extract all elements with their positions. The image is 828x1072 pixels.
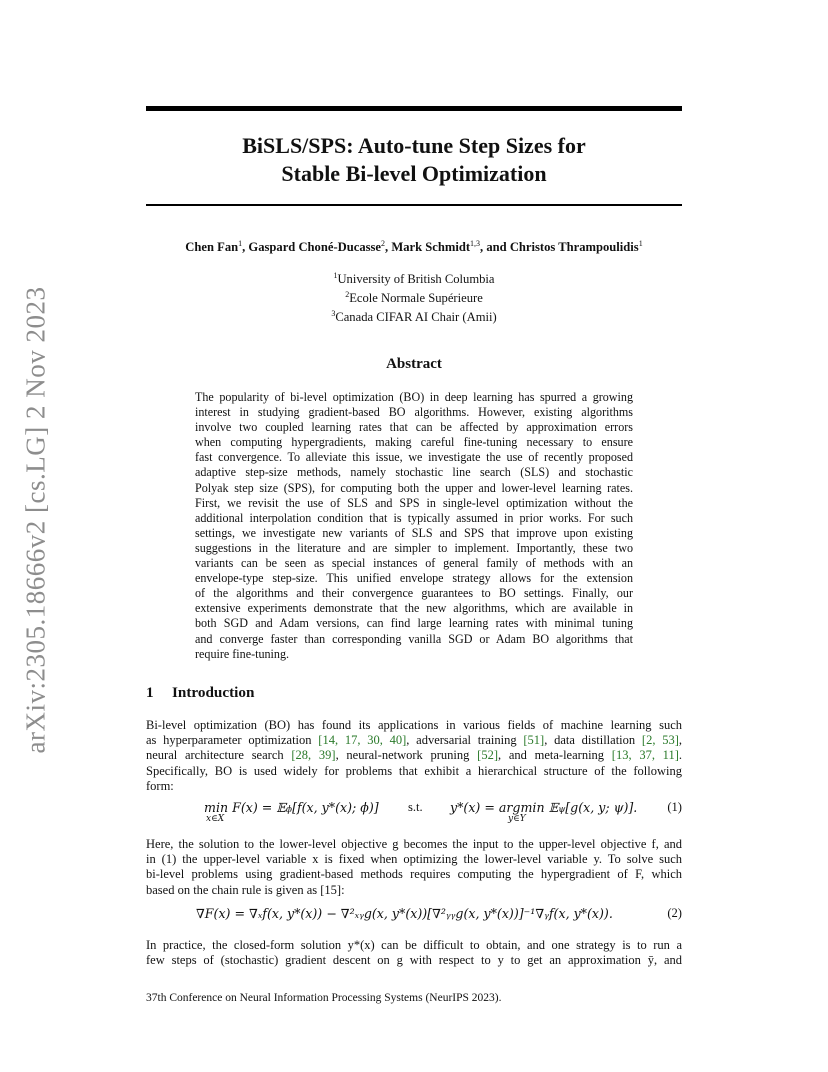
abstract-line: both SGD and Adam versions, can find large learning rates with minimal tuning [195, 616, 633, 631]
text-run: , and meta-learning [497, 748, 612, 763]
conference-footer: 37th Conference on Neural Information Processing Systems (NeurIPS 2023). [146, 992, 502, 1004]
affiliation-mark: 2 [345, 290, 350, 300]
abstract-line: envelope-type step-size. This unified envelope strategy allows for the extension [195, 571, 633, 586]
text-run: form: [146, 778, 174, 793]
text-run: neural architecture search [146, 748, 292, 763]
citation-link[interactable]: [52] [477, 748, 498, 763]
text-run: , [678, 733, 683, 748]
abstract-line: settings, we investigate new variants of SLS and SPS that improve upon existing [195, 525, 633, 540]
text-line: in (1) the upper-level variable x is fixed when optimizing the lower-level variable y. To solve such [146, 852, 682, 867]
affiliation-mark: 3 [331, 309, 336, 319]
section-heading [146, 684, 254, 702]
equation-2 [146, 906, 682, 924]
text-line: bi-level problems using gradient-based methods requires computing the hypergradient of F, which [146, 867, 682, 882]
author-affil-mark: 2 [381, 239, 386, 248]
equation-1-right [450, 800, 637, 815]
equation-1 [146, 800, 682, 830]
abstract-line: when computing hypergradients, making careful fine-tuning necessary to ensure [195, 435, 633, 450]
abstract-line: First, we revisit the use of SLS and SPS in single-level optimization without the [195, 495, 633, 510]
arxiv-stamp: arXiv:2305.18666v2 [cs.LG] 2 Nov 2023 [20, 286, 51, 754]
author-list [120, 239, 708, 255]
affiliation-name: Canada CIFAR AI Chair (Amii) [335, 310, 497, 325]
affiliation-mark: 1 [333, 271, 338, 280]
author-separator: , [242, 240, 249, 255]
affiliation-name: University of British Columbia [337, 272, 495, 287]
title-line-1: BiSLS/SPS: Auto-tune Step Sizes for [242, 133, 586, 158]
math-subscript: ϕ [285, 805, 293, 815]
equation-1-label: (1) [667, 800, 682, 814]
abstract-heading: Abstract [386, 356, 442, 372]
equation-1-left-under: x∈X [206, 814, 225, 824]
text-line [146, 748, 682, 763]
abstract-line: The popularity of bi-level optimization (BO) in deep learning has spurred a growing [195, 390, 633, 404]
title-top-rule [146, 106, 682, 111]
text-line: Here, the solution to the lower-level objective g becomes the input to the upper-level objective f, and [146, 837, 682, 851]
citation-link[interactable]: [28, 39] [291, 748, 336, 763]
text-run: Specifically, BO is used widely for problems that exhibit a hierarchical structure of the following [146, 763, 682, 778]
affiliation-list [146, 268, 682, 326]
citation-link[interactable]: [14, 17, 30, 40] [318, 733, 407, 748]
affiliation-name: Ecole Normale Supérieure [349, 291, 483, 306]
math-text: min F(x) = 𝔼 [204, 800, 286, 815]
abstract-line: extensive experiments demonstrate that the new algorithms, which are available in [195, 601, 633, 616]
section-title: Introduction [172, 684, 255, 701]
author: Gaspard Choné-Ducasse [248, 240, 382, 255]
text-line: based on the chain rule is given as [15]: [146, 882, 345, 897]
equation-2-label: (2) [667, 906, 682, 920]
abstract-line: and converge faster than corresponding vanilla SGD or Adam BO algorithms that [195, 631, 633, 646]
author-separator: , and [480, 240, 510, 255]
abstract-line: additional interpolation condition that is typically assumed in prior works. For such [195, 510, 633, 525]
author: Christos Thrampoulidis [509, 240, 639, 255]
math-text: [f(x, y*(x); ϕ)] [292, 800, 379, 815]
text-line [146, 718, 682, 733]
abstract-line: of the algorithms and their convergence guarantees to BO settings. Finally, our [195, 586, 633, 601]
abstract-line: involve two coupled learning rates that can be affected by approximation errors [195, 420, 633, 435]
author-separator: , [385, 240, 392, 255]
author-affil-mark: 1 [638, 239, 643, 248]
abstract-line: Polyak step size (SPS), for computing both the upper and lower-level learning rates. [195, 480, 633, 495]
text-line: few steps of (stochastic) gradient descent on g with respect to y to get an approximation ȳ, and [146, 953, 682, 968]
text-line [146, 779, 682, 794]
equation-1-left [204, 800, 379, 815]
author-affil-mark: 1,3 [470, 239, 481, 248]
math-text: y*(x) = argmin 𝔼 [450, 800, 559, 815]
affiliation [146, 268, 682, 287]
author: Mark Schmidt [391, 240, 471, 255]
equation-1-such-that: s.t. [408, 800, 423, 814]
author: Chen Fan [185, 240, 239, 255]
abstract-line: interest in studying gradient-based BO algorithms. However, existing algorithms [195, 405, 633, 420]
affiliation [146, 306, 682, 325]
text-run: . [678, 748, 683, 763]
text-run: as hyperparameter optimization [146, 733, 319, 748]
equation-1-right-under: y∈Y [508, 814, 526, 824]
text-line: In practice, the closed-form solution y*(x) can be difficult to obtain, and one strategy is to run a [146, 938, 682, 952]
citation-link[interactable]: [13, 37, 11] [611, 748, 679, 763]
abstract-body [195, 390, 633, 662]
abstract-line: variants can be seen as special instances of general family of methods with an [195, 556, 633, 571]
citation-link[interactable]: [51] [523, 733, 545, 748]
abstract-line: require fine-tuning. [195, 646, 290, 661]
text-run: , data distillation [544, 733, 642, 748]
abstract-line: fast convergence. To alleviate this issue, we investigate the use of recently proposed [195, 450, 633, 465]
abstract-line: suggestions in the literature and are simpler to implement. Importantly, these two [195, 540, 633, 555]
math-text: [g(x, y; ψ)]. [565, 800, 638, 815]
math-subscript: ψ [558, 805, 566, 815]
text-run: , adversarial training [406, 733, 524, 748]
affiliation [146, 287, 682, 306]
abstract-line: adaptive step-size methods, namely stochastic line search (SLS) and stochastic [195, 465, 633, 480]
text-run: Bi-level optimization (BO) has found its applications in various fields of machine learning such [146, 718, 682, 732]
paper-title [146, 132, 682, 188]
section-number: 1 [146, 684, 154, 701]
title-bottom-rule [146, 204, 682, 206]
author-affil-mark: 1 [238, 239, 243, 248]
equation-2-body: ∇F(x) = ∇ₓf(x, y*(x)) − ∇²ₓᵧg(x, y*(x))[∇²ᵧᵧg(x, y*(x))]⁻¹∇ᵧf(x, y*(x)). [196, 906, 613, 921]
title-line-2: Stable Bi-level Optimization [281, 161, 547, 186]
intro-paragraph-3 [146, 938, 682, 968]
text-run: , neural-network pruning [335, 748, 478, 763]
intro-paragraph-1 [146, 718, 682, 794]
intro-paragraph-2 [146, 837, 682, 898]
text-line [146, 733, 682, 748]
citation-link[interactable]: [2, 53] [641, 733, 679, 748]
text-line [146, 764, 682, 779]
